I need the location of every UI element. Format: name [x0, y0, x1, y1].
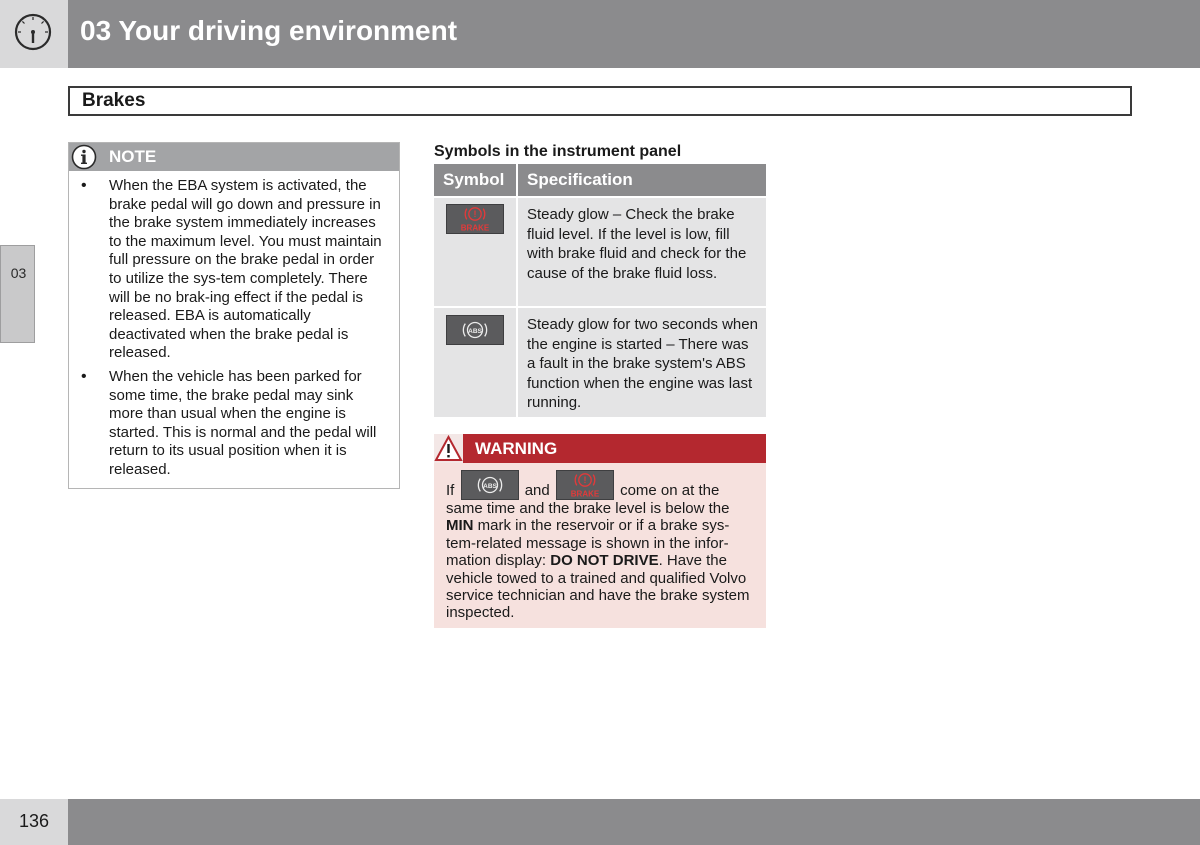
section-title-bar — [68, 86, 1132, 116]
page-number: 136 — [18, 811, 50, 831]
chapter-tab-label: 03 — [10, 265, 27, 281]
svg-text:!: ! — [583, 475, 587, 485]
note-item: • When the vehicle has been parked for some time, the brake pedal may sink more than usual when the engine is started. This is normal and the pedal will return to its usual position when it is released. — [81, 368, 387, 480]
warning-text-and: and — [524, 482, 550, 499]
footer-page-box — [0, 799, 68, 845]
table-cell-specification: Steady glow for two seconds when the engine is started – There was a fault in the brake system's ABS function when the engine was last running. — [518, 308, 766, 417]
table-cell-symbol — [434, 308, 516, 417]
abs-warning-icon — [446, 315, 504, 345]
warning-box — [434, 434, 766, 628]
svg-text:BRAKE: BRAKE — [570, 489, 600, 499]
symbols-table-heading: Symbols in the instrument panel — [434, 143, 682, 160]
svg-text:ABS: ABS — [468, 328, 482, 335]
note-header — [69, 143, 399, 171]
warning-triangle-icon — [434, 434, 463, 463]
warning-min-mark: MIN — [446, 517, 474, 535]
svg-text:ABS: ABS — [482, 483, 497, 490]
column-header-specification: Specification — [518, 164, 766, 196]
brake-warning-icon — [556, 470, 614, 500]
column-header-symbol: Symbol — [434, 164, 516, 196]
warning-label: WARNING — [475, 439, 558, 458]
header-icon-box — [0, 0, 68, 68]
section-title: Brakes — [82, 90, 146, 111]
note-label: NOTE — [109, 147, 157, 166]
warning-do-not-drive: DO NOT DRIVE — [550, 552, 659, 570]
abs-warning-icon — [461, 470, 519, 500]
warning-text — [446, 470, 756, 622]
brake-warning-icon — [446, 204, 504, 234]
table-cell-specification: Steady glow – Check the brake fluid level. If the level is low, fill with brake fluid and check for the cause of the brake fluid loss. — [518, 198, 766, 306]
note-list — [81, 177, 387, 485]
table-cell-symbol — [434, 198, 516, 306]
chapter-tab — [0, 245, 35, 343]
warning-text-part: come on at the same time and the brake level is below the — [446, 482, 730, 517]
warning-text-part: mark in the reservoir or if a brake sys-tem-related message is shown in the infor-mation display: — [446, 517, 730, 570]
gauge-icon — [14, 13, 52, 51]
warning-header — [434, 434, 766, 463]
svg-text:!: ! — [473, 209, 477, 219]
warning-text-part: . Have the vehicle towed to a trained and qualified Volvo service technician and have the brake system inspected. — [446, 552, 750, 622]
note-box — [68, 142, 400, 489]
warning-text-if: If — [446, 482, 455, 499]
svg-text:BRAKE: BRAKE — [460, 223, 490, 233]
info-icon — [71, 144, 97, 170]
chapter-title: 03 Your driving environment — [80, 15, 458, 46]
note-item: • When the EBA system is activated, the brake pedal will go down and pressure in the brake system immediately increases to the maximum level. You must maintain full pressure on the brake pedal in order to utilize the sys-tem completely. There will be no brak-ing effect if the pedal is released. EBA is automatically deactivated when the brake pedal is released. — [81, 177, 387, 363]
symbols-table — [434, 164, 766, 417]
footer-bar — [68, 799, 1200, 845]
